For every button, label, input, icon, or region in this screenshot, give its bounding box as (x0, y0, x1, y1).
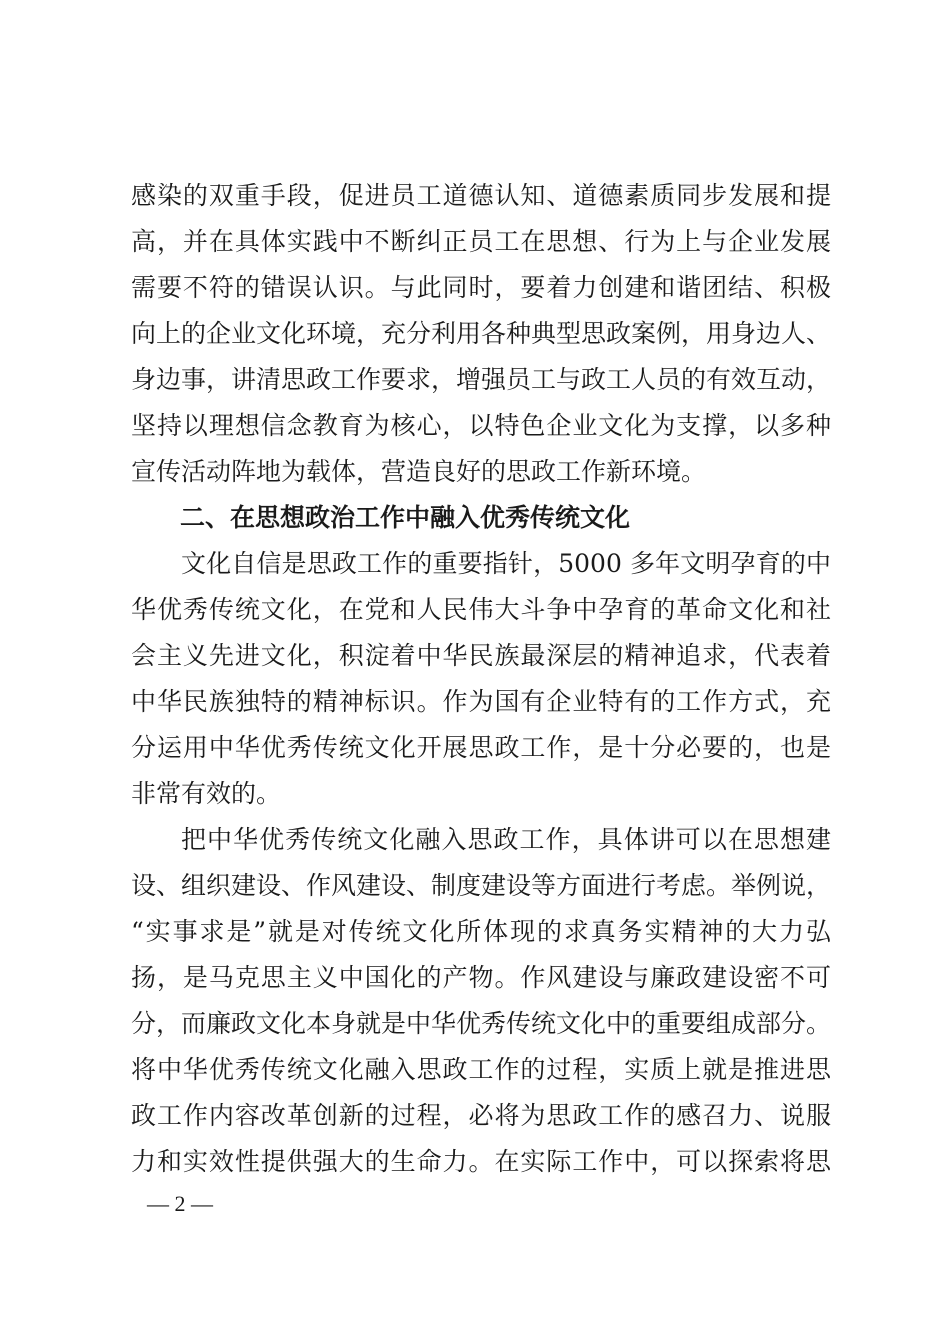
paragraph-3-line-1: 把中华优秀传统文化融入思政工作，具体讲可以在思想建 (181, 825, 831, 854)
paragraph-3-line-3: “实事求是”就是对传统文化所体现的求真务实精神的大力弘 (131, 917, 831, 946)
paragraph-2-line-4: 中华民族独特的精神标识。作为国有企业特有的工作方式，充 (131, 687, 831, 716)
section-heading: 二、在思想政治工作中融入优秀传统文化 (180, 503, 631, 532)
paragraph-3-line-5: 分，而廉政文化本身就是中华优秀传统文化中的重要组成部分。 (131, 1009, 832, 1038)
paragraph-1-line-3: 需要不符的错误认识。与此同时，要着力创建和谐团结、积极 (131, 273, 831, 302)
paragraph-3-line-2: 设、组织建设、作风建设、制度建设等方面进行考虑。举例说， (131, 871, 832, 900)
page-number: — 2 — (147, 1191, 213, 1216)
paragraph-3-line-7: 政工作内容改革创新的过程，必将为思政工作的感召力、说服 (131, 1101, 831, 1130)
paragraph-3-line-8: 力和实效性提供强大的生命力。在实际工作中，可以探索将思 (131, 1147, 831, 1176)
paragraph-1-line-5: 身边事，讲清思政工作要求，增强员工与政工人员的有效互动， (131, 365, 832, 394)
paragraph-2-line-3: 会主义先进文化，积淀着中华民族最深层的精神追求，代表着 (131, 641, 831, 670)
paragraph-3-line-6: 将中华优秀传统文化融入思政工作的过程，实质上就是推进思 (131, 1055, 831, 1084)
paragraph-2-line-5: 分运用中华优秀传统文化开展思政工作，是十分必要的，也是 (131, 733, 831, 762)
paragraph-2-line-6: 非常有效的。 (131, 779, 282, 808)
paragraph-1-line-1: 感染的双重手段，促进员工道德认知、道德素质同步发展和提 (131, 181, 831, 210)
paragraph-1-line-2: 高，并在具体实践中不断纠正员工在思想、行为上与企业发展 (131, 227, 831, 256)
paragraph-2-line-2: 华优秀传统文化，在党和人民伟大斗争中孕育的革命文化和社 (131, 595, 831, 624)
paragraph-2-line-1: 文化自信是思政工作的重要指针，5000 多年文明孕育的中 (181, 549, 831, 578)
paragraph-1-line-6: 坚持以理想信念教育为核心，以特色企业文化为支撑，以多种 (131, 411, 831, 440)
paragraph-1-line-4: 向上的企业文化环境，充分利用各种典型思政案例，用身边人、 (131, 319, 832, 348)
paragraph-3-line-4: 扬，是马克思主义中国化的产物。作风建设与廉政建设密不可 (131, 963, 831, 992)
paragraph-1-line-7: 宣传活动阵地为载体，营造良好的思政工作新环境。 (131, 457, 707, 486)
